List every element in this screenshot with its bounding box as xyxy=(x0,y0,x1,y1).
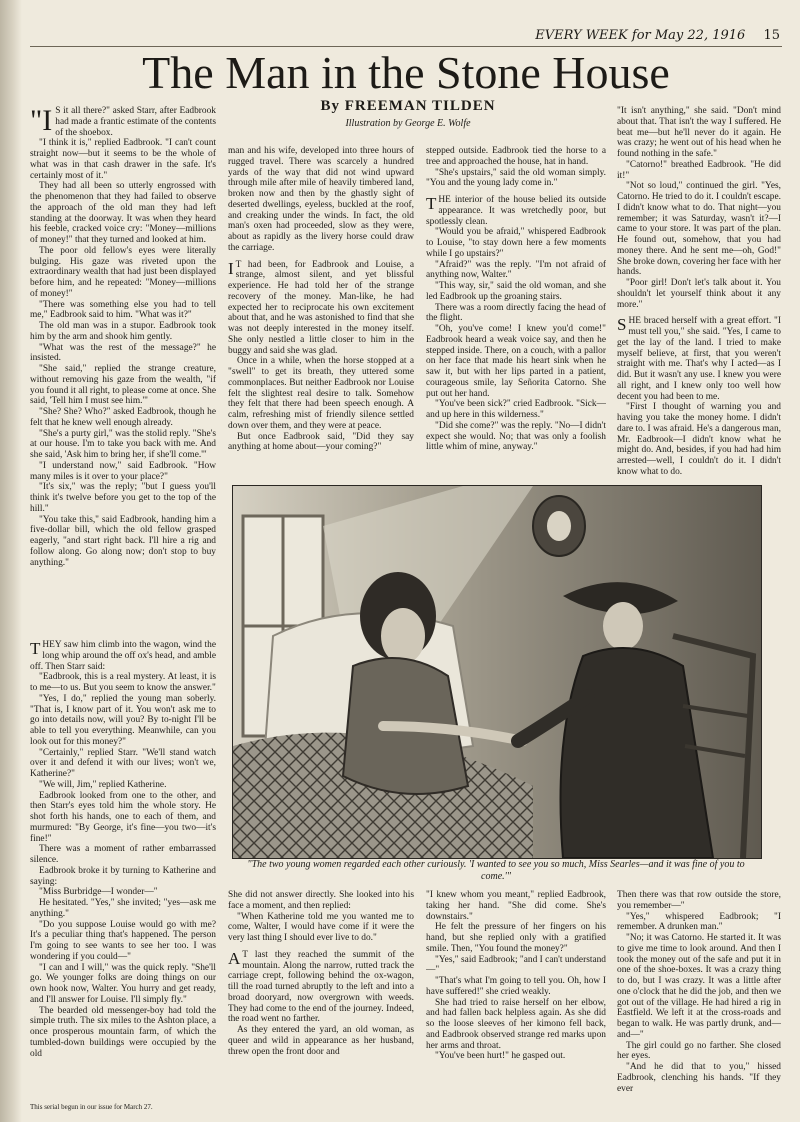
paragraph: "Yes," whispered Eadbrook; "I remember. A drunken man." xyxy=(617,911,781,933)
paragraph: "It isn't anything," she said. "Don't mind about that. That isn't the way I suffered. He beat me—but he'll never do it again. He was crazy; he went out of his head when he found nothing in the safe." xyxy=(617,106,781,159)
paragraph: "Did she come?" was the reply. "No—I didn't expect she would. No; that was only a foolish little whim of mine, anyway." xyxy=(426,420,606,453)
column-2-bottom xyxy=(228,890,414,1106)
visitor-face xyxy=(603,602,643,650)
section-initial: A xyxy=(228,948,241,968)
paragraph: T had been, for Eadbrook and Louise, a strange, almost silent, and yet blissful experience. He had told her of the strange recovery of the money. Man-like, he had expected her to reciprocate his own excitement about that, and he was astonished to find that she was not deeply interested in the money itself. She only nestled a little closer to him in the buggy and said she was glad. xyxy=(228,259,414,356)
paragraph: "Miss Burbridge—I wonder—" xyxy=(39,887,158,898)
column-2-intro-text xyxy=(228,146,414,254)
column-1-bottom-text xyxy=(30,640,216,1059)
paragraph: She had tried to raise herself on her elbow, and had fallen back helpless again. As she did so the loose sleeves of her kimono fell back, and Eadbrook observed strange red marks upon her arms and throat. xyxy=(426,997,606,1051)
paragraph: The poor old fellow's eyes were literally bulging. His gaze was riveted upon the extraordinary wealth that had just been displayed before him, and he repeated: "Money—millions of money!" xyxy=(30,245,216,299)
paragraph: "Yes," said Eadbrook; "and I can't understand—" xyxy=(426,954,606,976)
paragraph: He hesitated. "Yes," she invited; "yes—ask me anything." xyxy=(30,898,216,919)
paragraph: "No; it was Catorno. He started it. It was to give me time to look around. And then I took the money out of the safe and put it in one of the shoe-boxes. It was a crazy thing to do, but I was crazy. It was a little after one o'clock that he did the job, and then we got out of the village. He had hired a rig in Eastfield. We left it at the cross-roads and began to walk. He was partly drunk, and—and—" xyxy=(617,933,781,1040)
paragraph: They had all been so utterly engrossed with the phenomenon that they had failed to observe the approach of the old man they had left standing at the doorway. It was when they heard his feeble, cracked voice cry: "Money—millions of money!" that they turned and looked at him. xyxy=(30,181,216,245)
paragraph: "I can and I will," was the quick reply. "She'll go. We younger folks are doing things on our own hook now, Walter. You hurry and get ready, and I'll answer for Louise. I'll simply fly." xyxy=(30,962,216,1005)
issue-date: for May 22, 1916 xyxy=(631,28,746,43)
paragraph: HEY saw him climb into the wagon, wind the long whip around the off ox's head, and amble off. Then Starr said: xyxy=(30,640,216,672)
illustration-caption: "The two young women regarded each other curiously. 'I wanted to see you so much, Miss Searles—and it was fine of you to come.'" xyxy=(247,859,745,882)
paragraph: As they entered the yard, an old woman, as queer and wild in appearance as her husband, threw open the front door and xyxy=(228,1025,414,1057)
serial-footnote: This serial begun in our issue for March 27. xyxy=(30,1103,153,1111)
paragraph: Eadbrook looked from one to the other, and then Starr's eyes told him the whole story. He shot forth his hands, one to each of them, and murmured: "By George, it's fine—you two—it's fine!" xyxy=(30,790,216,844)
column-3-top xyxy=(426,146,606,476)
drop-cap: "I xyxy=(30,106,53,137)
paragraph: "This way, sir," said the old woman, and she led Eadbrook up the groaning stairs. xyxy=(426,281,606,302)
paragraph: The bearded old messenger-boy had told the simple truth. The six miles to the Ashton place, a once prosperous mountain farm, of which the tumbled-down buildings were occupied by the old xyxy=(30,1005,216,1059)
column-4-top-text xyxy=(617,316,781,476)
column-4-bottom-text xyxy=(617,890,781,1094)
story-illustration xyxy=(232,485,762,859)
paragraph: stepped outside. Eadbrook tied the horse to a tree and approached the house, hat in hand. xyxy=(426,146,606,167)
paragraph: "She said," replied the strange creature, without removing his gaze from the wealth, "if you found it all right, to please come at once. She said, 'Tell him I must see him.'" xyxy=(30,364,216,407)
paragraph: "Eadbrook, this is a real mystery. At least, it is to me—to us. But you seem to know the answer." xyxy=(30,672,216,693)
column-1-bottom xyxy=(30,640,216,1098)
paragraph: HE interior of the house belied its outside appearance. It was wretchedly poor, but spotlessly clean. xyxy=(426,195,606,227)
illustration-credit: Illustration by George E. Wolfe xyxy=(345,118,471,129)
paragraph: "I knew whom you meant," replied Eadbrook, taking her hand. "She did come. She's downstairs." xyxy=(426,890,606,922)
paragraph: "When Katherine told me you wanted me to come, Walter, I would have come if it were the very last thing I should ever live to do." xyxy=(228,911,414,943)
column-4-intro-text xyxy=(617,106,781,310)
section-initial: T xyxy=(426,194,437,213)
byline: By FREEMAN TILDEN xyxy=(320,98,496,114)
story-title: The Man in the Stone House xyxy=(142,47,670,98)
paragraph: The old man was in a stupor. Eadbrook took him by the arm and shook him gently. xyxy=(30,321,216,342)
column-1-top xyxy=(30,106,216,636)
paragraph: "First I thought of warning you and having you take the money home. I didn't dare to. I was afraid. He's a dangerous man, Mr. Eadbrook—I didn't know what he might do. And, besides, if you had had him arrested—well, I couldn't do it. I didn't know what to do. xyxy=(617,402,781,476)
paragraph: Then there was that row outside the store, you remember—" xyxy=(617,890,781,911)
section-initial: T xyxy=(30,640,41,658)
paragraph: There was a room directly facing the head of the flight. xyxy=(426,302,606,324)
paragraph: "I think it is," replied Eadbrook. "I can't count straight now—but it seems to be the whole of what was in that cash drawer in the safe. It's certainly most of it." xyxy=(30,138,216,181)
paragraph: "Yes, I do," replied the young man soberly. "That is, I know part of it. You won't ask me to go into details now, will you? By to-night I'll be able to tell you everything. Meanwhile, can you look out for this money?" xyxy=(30,693,216,747)
paragraph: "We will, Jim," replied Katherine. xyxy=(39,779,167,790)
paragraph: "Would you be afraid," whispered Eadbrook to Louise, "to stay down here a few moments while I go upstairs?" xyxy=(426,227,606,259)
column-3-intro-text xyxy=(426,146,606,189)
paragraph: "You've been hurt!" he gasped out. xyxy=(435,1051,566,1062)
column-4-top xyxy=(617,106,781,476)
paragraph: "You've been sick?" cried Eadbrook. "Sick—and up here in this wilderness." xyxy=(426,399,606,420)
paragraph: "There was something else you had to tell me," Eadbrook said to him. "What was it?" xyxy=(30,299,216,321)
magazine-name: EVERY WEEK xyxy=(535,28,628,43)
section-initial: I xyxy=(228,258,234,278)
column-2-top-text xyxy=(228,260,414,454)
paragraph: He felt the pressure of her fingers on his hand, but she replied only with a gratified smile. Then, "You found the money?" xyxy=(426,922,606,954)
paragraph: Once in a while, when the horse stopped at a "swell" to get its breath, they uttered some commonplaces. But neither Eadbrook nor Louise felt the slightest real desire to talk. Somehow they felt that there had been speech enough. A calm, refreshing mist of friendly silence settled down over them, and they were at peace. xyxy=(228,356,414,431)
paragraph: "Oh, you've come! I knew you'd come!" Eadbrook heard a weak voice say, and then he stepped inside. There, on a couch, with a pallor on her face that made his heart sink when he saw it, but with her lips parted in a patient, courageous smile, lay Señorita Catorno. She put out her hand. xyxy=(426,324,606,399)
paragraph: "She? She? Who?" asked Eadbrook, though he felt that he knew well enough already. xyxy=(30,407,216,428)
paragraph: There was a moment of rather embarrassed silence. xyxy=(30,844,216,865)
column-3-bottom xyxy=(426,890,606,1106)
paragraph: "And he did that to you," hissed Eadbrook, clenching his hands. "If they ever xyxy=(617,1062,781,1094)
paragraph: HE braced herself with a great effort. "I must tell you," she said. "Yes, I came to get the lay of the land. I tried to make myself believe, at first, that you weren't straight with me. That's why I acted—as I did. But it wasn't any use. I knew you were all right, and I knew only too well how decent you had been to me. xyxy=(617,316,781,402)
paragraph: man and his wife, developed into three hours of rugged travel. There was scarcely a hundred yards of the way that did not wind upward through mile after mile of heavily timbered land, broken now and then by the ghastly sight of deserted dwellings, eyeless, buckled at the roof, and creaking under the winds. In fact, the old man's oxen had proceeded, slow as they were, about as rapidly as the livery horse could draw the carriage. xyxy=(228,146,414,253)
paragraph: T last they reached the summit of the mountain. Along the narrow, rutted track the carriage crept, following behind the ox-wagon, till the road turned abruptly to the left and into a broad dooryard, now overgrown with weeds. They had come to the end of the journey. Indeed, the road went no farther. xyxy=(228,949,414,1025)
paragraph: "Afraid?" was the reply. "I'm not afraid of anything now, Walter." xyxy=(426,259,606,281)
paragraph: "I understand now," said Eadbrook. "How many miles is it over to your place?" xyxy=(30,460,216,482)
paragraph: "It's six," was the reply; "but I guess you'll think it's twelve before you get to the top of the hill." xyxy=(30,482,216,514)
paragraph: The girl could go no farther. She closed her eyes. xyxy=(617,1040,781,1062)
paragraph: Eadbrook broke it by turning to Katherine and saying: xyxy=(30,865,216,887)
column-2-top xyxy=(228,146,414,476)
paragraph: "Not so loud," continued the girl. "Yes, Catorno. He tried to do it. I couldn't escape. I didn't know what to do. That night—you remember; it was Saturday, wasn't it?—I came to your store. It was part of the plan. He found out, somehow, that you had money there. And he sent me—oh, God!" She broke down, covering her face with her hands. xyxy=(617,181,781,278)
paragraph: "She's a purty girl," was the stolid reply. "She's at our house. I'm to take you back with me. And she said, 'Ask him to bring her, if she'll come.'" xyxy=(30,428,216,460)
paragraph: She did not answer directly. She looked into his face a moment, and then replied: xyxy=(228,890,414,911)
woman-face xyxy=(381,608,425,664)
column-4-bottom xyxy=(617,890,781,1106)
column-3-top-text xyxy=(426,195,606,453)
column-3-bottom-text xyxy=(426,890,606,1062)
running-header xyxy=(500,28,780,44)
column-2-bottom-text xyxy=(228,890,414,944)
paragraph: "That's what I'm going to tell you. Oh, how I have suffered!" she cried weakly. xyxy=(426,976,606,997)
illustration-drawing xyxy=(233,486,761,858)
paragraph: "She's upstairs," said the old woman simply. "You and the young lady come in." xyxy=(426,167,606,189)
page-number: 15 xyxy=(763,28,780,43)
paragraph: But once Eadbrook said, "Did they say anything at home about—your coming?" xyxy=(228,431,414,453)
paragraph: "Certainly," replied Starr. "We'll stand watch over it and defend it with our lives; won't we, Katherine?" xyxy=(30,747,216,779)
paragraph: "You take this," said Eadbrook, handing him a five-dollar bill, which the old fellow grasped eagerly, "and start right back. I'll hire a rig and follow along. Go along now; don't stop to buy anything." xyxy=(30,514,216,568)
page-binding-shadow xyxy=(0,0,22,1122)
section-initial: S xyxy=(617,315,627,335)
column-1-top-text xyxy=(30,106,216,568)
paragraph: S it all there?" asked Starr, after Eadbrook had made a frantic estimate of the contents of the shoebox. xyxy=(55,106,216,138)
paragraph: "What was the rest of the message?" he insisted. xyxy=(30,342,216,364)
paragraph: "Catorno!" breathed Eadbrook. "He did it!" xyxy=(617,159,781,181)
column-2-bottom-text-2 xyxy=(228,950,414,1058)
paragraph: "Poor girl! Don't let's talk about it. You shouldn't let yourself think about it any more." xyxy=(617,278,781,310)
paragraph: "Do you suppose Louise would go with me? It's a peculiar thing that's happened. The person I'm going to see wants to see her too. I was wondering if you could—" xyxy=(30,919,216,962)
